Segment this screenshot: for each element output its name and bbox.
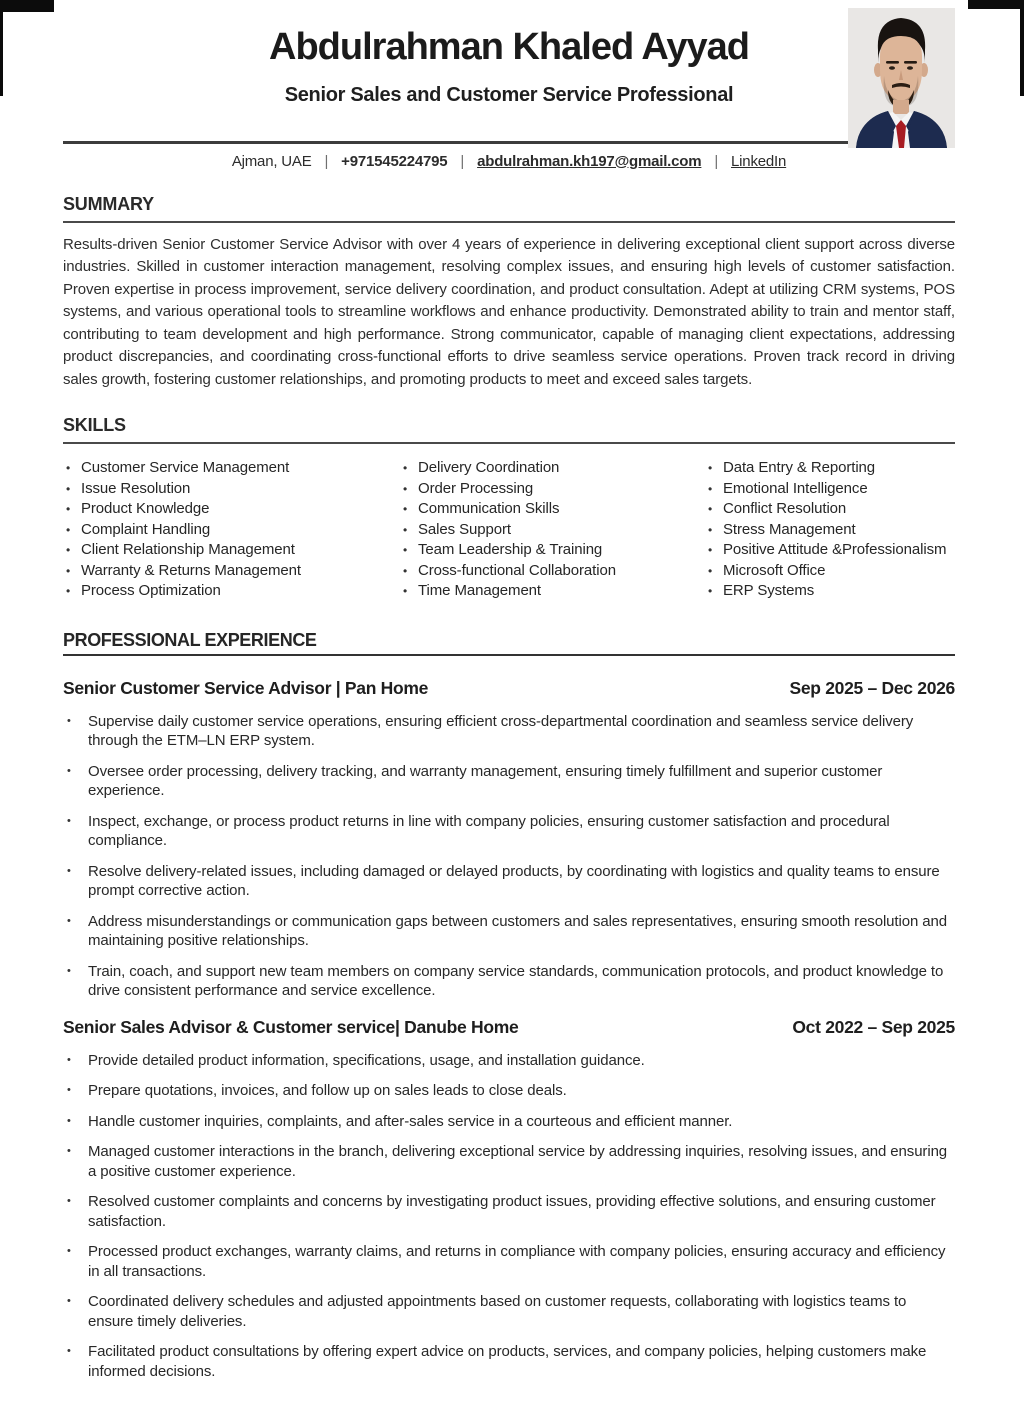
phone-text: +971545224795 [341, 152, 448, 170]
email-link[interactable]: abdulrahman.kh197@gmail.com [477, 152, 702, 170]
skill-item: • Communication Skills [400, 499, 705, 520]
job-header [63, 1017, 955, 1038]
experience-bullet: • Handle customer inquiries, complaints, and after-sales service in a courteous and efficient manner. [63, 1112, 955, 1132]
linkedin-link[interactable]: LinkedIn [731, 152, 787, 170]
contact-separator: | [460, 152, 465, 170]
skill-item: • Complaint Handling [63, 520, 400, 541]
candidate-name: Abdulrahman Khaled Ayyad [269, 26, 749, 68]
job-title: Senior Customer Service Advisor | Pan Home [63, 677, 429, 698]
skill-item: • Microsoft Office [705, 561, 955, 582]
skill-item: • Time Management [400, 581, 705, 602]
experience-bullet: • Processed product exchanges, warranty claims, and returns in compliance with company policies, ensuring accuracy and efficiency in all transactions. [63, 1242, 955, 1281]
skill-item: • Client Relationship Management [63, 540, 400, 561]
skills-column-3 [705, 458, 955, 602]
skill-item: • ERP Systems [705, 581, 955, 602]
experience-bullet: • Address misunderstandings or communication gaps between customers and sales representatives, ensuring smooth resolution and maintaining positive relationships. [63, 912, 955, 951]
experience-bullet: • Managed customer interactions in the branch, delivering exceptional service by addressing inquiries, resolving issues, and ensuring a positive customer experience. [63, 1142, 955, 1181]
summary-section [63, 194, 955, 392]
skill-item: • Emotional Intelligence [705, 479, 955, 500]
profile-photo [848, 8, 955, 148]
experience-heading: PROFESSIONAL EXPERIENCE [63, 630, 955, 656]
experience-bullet: • Supervise daily customer service operations, ensuring efficient cross-departmental coordination and seamless service delivery through the ETM–LN ERP system. [63, 712, 955, 751]
resume-header [63, 26, 955, 170]
candidate-headline: Senior Sales and Customer Service Professional [284, 83, 734, 106]
skill-item: • Warranty & Returns Management [63, 561, 400, 582]
experience-bullet: • Resolved customer complaints and concerns by investigating product issues, providing effective solutions, and ensuring customer satisfaction. [63, 1192, 955, 1231]
skill-item: • Team Leadership & Training [400, 540, 705, 561]
summary-rule [63, 221, 955, 223]
skill-item: • Stress Management [705, 520, 955, 541]
experience-bullet: • Inspect, exchange, or process product returns in line with company policies, ensuring customer satisfaction and procedural compliance. [63, 812, 955, 851]
summary-heading: SUMMARY [63, 193, 154, 214]
summary-paragraph: Results-driven Senior Customer Service Advisor with over 4 years of experience in delivering exceptional client support across diverse industries. Skilled in customer interaction management, resolving complex issues, and ensuring high levels of customer satisfaction. Proven expertise in process improvement, service delivery coordination, and product consultation. Adept at utilizing CRM systems, POS systems, and various operational tools to streamline workflows and enhance productivity. Demonstrated ability to train and mentor staff, contributing to team development and high performance. Strong communicator, capable of managing client expectations, addressing product discrepancies, and coordinating cross-functional efforts to drive seamless service operations. Proven track record in driving sales growth, fostering customer relationships, and promoting products to meet and exceed sales targets. [63, 235, 955, 388]
skills-column-2 [400, 458, 705, 602]
job-danube-home [63, 1017, 955, 1382]
experience-bullet: • Facilitated product consultations by offering expert advice on products, services, and company policies, helping customers make informed decisions. [63, 1342, 955, 1381]
skills-grid [63, 458, 955, 602]
experience-section [63, 630, 955, 1382]
contact-separator: | [714, 152, 719, 170]
skill-item: • Positive Attitude &Professionalism [705, 540, 955, 561]
skill-item: • Order Processing [400, 479, 705, 500]
experience-bullet: • Provide detailed product information, specifications, usage, and installation guidance. [63, 1051, 955, 1071]
skill-item: • Conflict Resolution [705, 499, 955, 520]
job-bullet-list [63, 1051, 955, 1382]
job-pan-home [63, 678, 955, 1001]
skills-section [63, 415, 955, 602]
skill-item: • Product Knowledge [63, 499, 400, 520]
profile-photo-image [848, 8, 955, 148]
job-bullet-list [63, 712, 955, 1001]
job-title: Senior Sales Advisor & Customer service| Danube Home [63, 1016, 519, 1037]
header-divider [63, 141, 955, 144]
skills-rule [63, 442, 955, 444]
contact-bar [63, 153, 955, 170]
skill-item: • Issue Resolution [63, 479, 400, 500]
experience-bullet: • Oversee order processing, delivery tracking, and warranty management, ensuring timely fulfillment and superior customer experience. [63, 762, 955, 801]
location-text: Ajman, UAE [231, 152, 312, 170]
experience-bullet: • Coordinated delivery schedules and adjusted appointments based on customer requests, collaborating with logistics teams to ensure timely deliveries. [63, 1292, 955, 1331]
skill-item: • Customer Service Management [63, 458, 400, 479]
skill-item: • Delivery Coordination [400, 458, 705, 479]
contact-separator: | [324, 152, 329, 170]
job-dates: Sep 2025 – Dec 2026 [789, 677, 955, 698]
skills-heading: SKILLS [63, 415, 126, 436]
experience-bullet: • Prepare quotations, invoices, and follow up on sales leads to close deals. [63, 1081, 955, 1101]
experience-bullet: • Resolve delivery-related issues, including damaged or delayed products, by coordinating with logistics and quality teams to ensure prompt corrective action. [63, 862, 955, 901]
skills-column-1 [63, 458, 400, 602]
experience-bullet: • Train, coach, and support new team members on company service standards, communication protocols, and product knowledge to drive consistent performance and service excellence. [63, 962, 955, 1001]
job-header [63, 678, 955, 699]
job-dates: Oct 2022 – Sep 2025 [792, 1016, 955, 1037]
skill-item: • Sales Support [400, 520, 705, 541]
skill-item: • Data Entry & Reporting [705, 458, 955, 479]
skill-item: • Process Optimization [63, 581, 400, 602]
skill-item: • Cross-functional Collaboration [400, 561, 705, 582]
